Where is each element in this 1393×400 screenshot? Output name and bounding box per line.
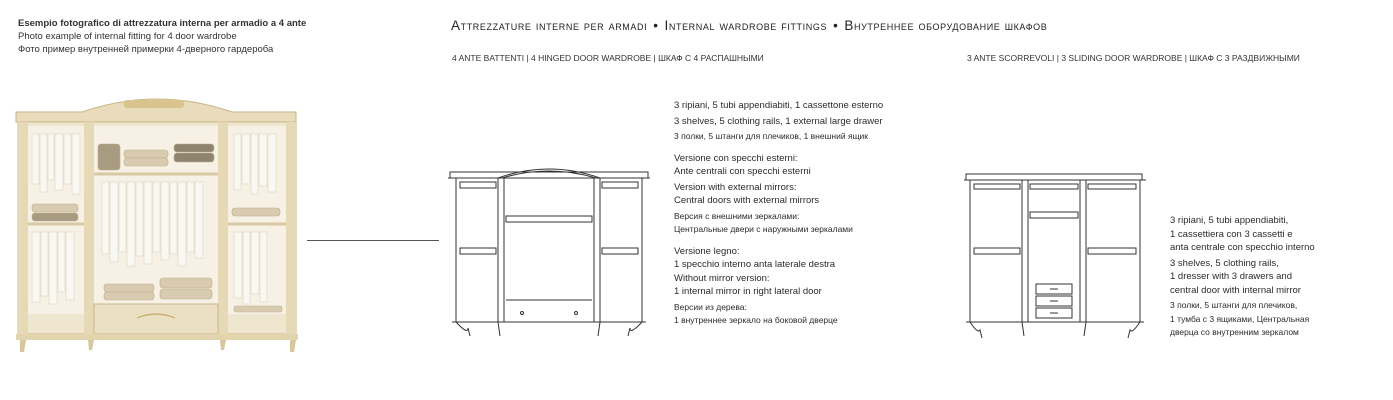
wood-en-title: Without mirror version: xyxy=(674,272,770,284)
hinged-spec-it: 3 ripiani, 5 tubi appendiabiti, 1 cassettone esterno xyxy=(674,100,884,111)
hinged-spec-en: 3 shelves, 5 clothing rails, 1 external large drawer xyxy=(674,115,883,127)
page-title xyxy=(451,18,1047,33)
title-it: Attrezzature interne per armadi xyxy=(451,18,648,33)
wood-en-desc: 1 internal mirror in right lateral door xyxy=(674,286,822,297)
sliding-subtitle: 3 ANTE SCORREVOLI | 3 SLIDING DOOR WARDROBE | ШКАФ С 3 РАЗДВИЖНЫМИ xyxy=(967,53,1300,63)
mirror-en-title: Version with external mirrors: xyxy=(674,181,797,193)
sliding-en-line-1: 3 shelves, 5 clothing rails, xyxy=(1170,257,1279,269)
wood-it-title: Versione legno: xyxy=(674,245,740,257)
sliding-ru-line-1: 3 полки, 5 штанги для плечиков, xyxy=(1170,300,1298,310)
sliding-ru-line-3: дверца со внутренним зеркалом xyxy=(1170,327,1299,337)
title-separator: • xyxy=(653,18,659,33)
photo-caption-ru: Фото пример внутренней примерки 4-дверного гардероба xyxy=(18,44,274,55)
wood-ru-desc: 1 внутреннее зеркало на боковой дверце xyxy=(674,315,838,325)
hinged-subtitle: 4 ANTE BATTENTI | 4 HINGED DOOR WARDROBE | ШКАФ С 4 РАСПАШНЫМИ xyxy=(452,53,764,63)
title-en: Internal wardrobe fittings xyxy=(664,18,828,33)
photo-caption-en: Photo example of internal fitting for 4 door wardrobe xyxy=(18,31,237,42)
hinged-spec-ru: 3 полки, 5 штанги для плечиков, 1 внешний ящик xyxy=(674,131,869,141)
mirror-en-desc: Central doors with external mirrors xyxy=(674,195,820,206)
sliding-en-line-3: central door with internal mirror xyxy=(1170,284,1301,296)
sliding-description xyxy=(1170,214,1370,340)
hinged-description xyxy=(674,99,934,328)
wood-it-desc: 1 specchio interno anta laterale destra xyxy=(674,259,836,270)
sliding-it-line-3: anta centrale con specchio interno xyxy=(1170,242,1315,253)
title-separator: • xyxy=(833,18,839,33)
mirror-it-desc: Ante centrali con specchi esterni xyxy=(674,166,811,177)
wood-ru-title: Версии из дерева: xyxy=(674,301,747,312)
hinged-wardrobe-drawing xyxy=(448,160,650,342)
connector-line xyxy=(307,240,439,241)
sliding-it-line-1: 3 ripiani, 5 tubi appendiabiti, xyxy=(1170,215,1289,226)
sliding-wardrobe-drawing xyxy=(964,170,1146,342)
sliding-it-line-2: 1 cassettiera con 3 cassetti e xyxy=(1170,228,1293,240)
photo-caption-it: Esempio fotografico di attrezzatura interna per armadio a 4 ante xyxy=(18,18,307,29)
wardrobe-photo xyxy=(12,92,302,354)
sliding-ru-line-2: 1 тумба с 3 ящиками, Центральная xyxy=(1170,313,1310,324)
title-ru: Внутреннее оборудование шкафов xyxy=(844,18,1048,33)
mirror-it-title: Versione con specchi esterni: xyxy=(674,152,798,164)
photo-caption xyxy=(18,17,306,56)
mirror-ru-title: Версия с внешними зеркалами: xyxy=(674,210,800,221)
sliding-en-line-2: 1 dresser with 3 drawers and xyxy=(1170,271,1292,282)
mirror-ru-desc: Центральные двери с наружными зеркалами xyxy=(674,224,853,234)
